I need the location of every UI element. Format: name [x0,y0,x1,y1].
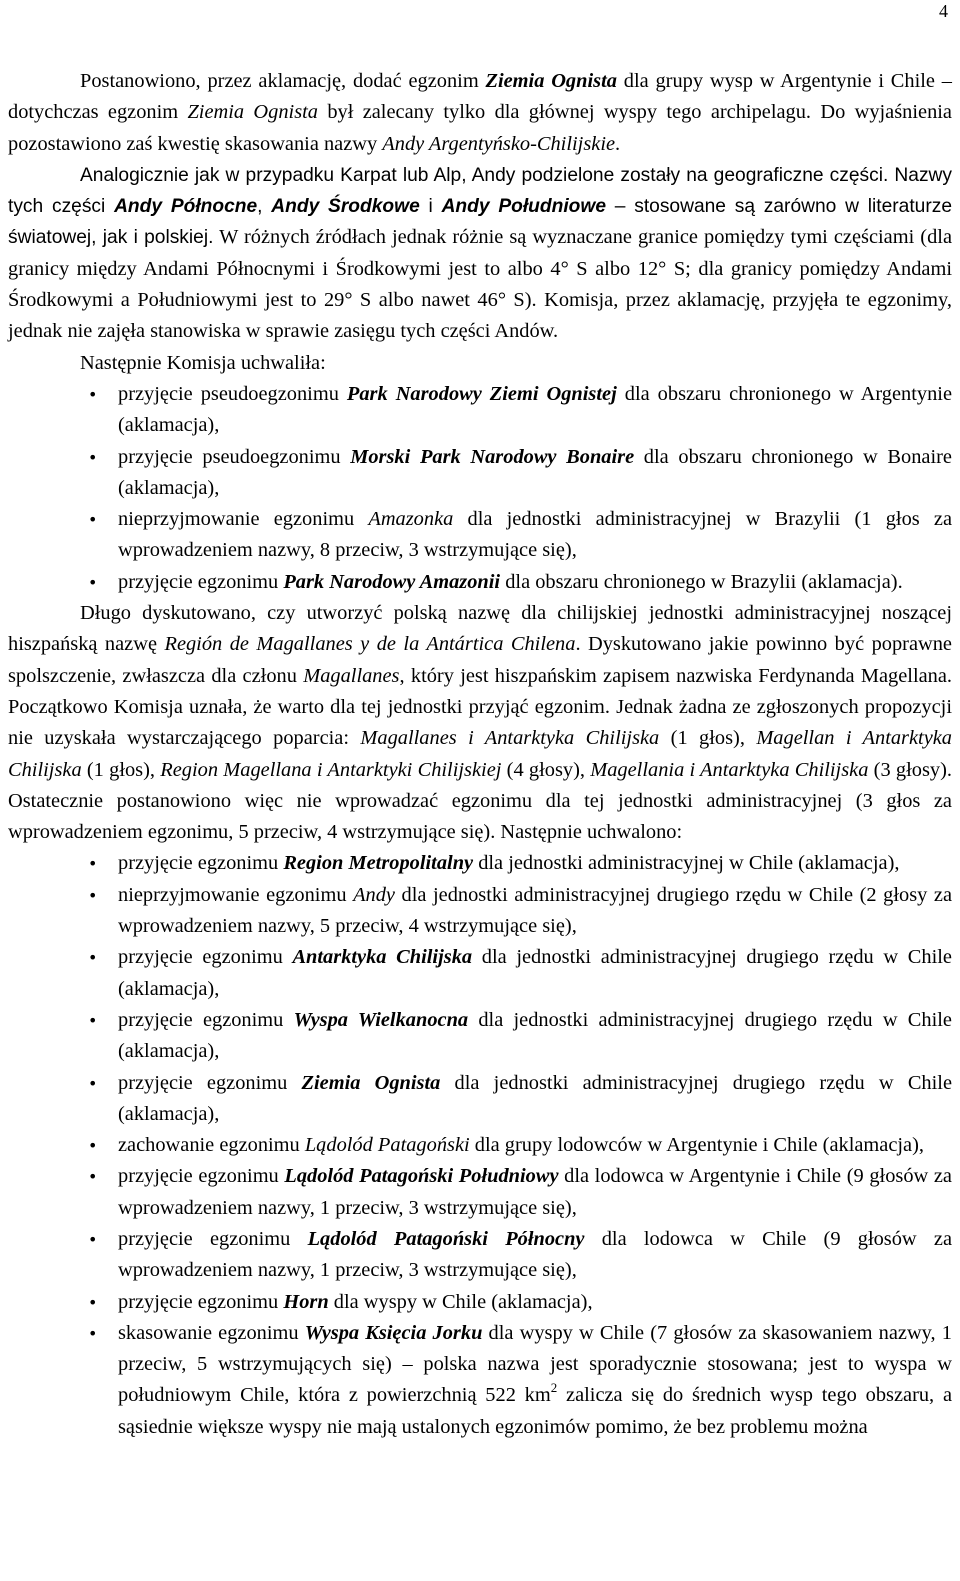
exonym-italic: Ziemia Ognista [187,101,318,124]
exonym-bold: Ziemia Ognista [301,1071,441,1094]
list-item [118,1318,952,1443]
exonym-bold: Ziemia Ognista [485,70,617,92]
text: dla wyspy w Chile (7 głosów za skasowaniem nazwy, 1 przeciw, 5 wstrzymujących się) – polska nazwa jest sporadycznie stosowana; jest to wyspa w południowym Chile, która z powierzchnią 522 km [118,1321,952,1407]
text: dla obszaru chronionego w Bonaire (aklamacja), [118,445,952,499]
text: dla jednostki administracyjnej drugiego rzędu w Chile (aklamacja), [118,1008,952,1063]
text: dla jednostki administracyjnej drugiego rzędu w Chile (aklamacja), [118,946,952,1000]
paragraph-andes [8,160,952,348]
exonym-italic: Región de Magallanes y de la Antártica Chilena [164,633,576,656]
exonym-italic: Amazonka [368,508,454,531]
exonym-bold: Wyspa Wielkanocna [293,1008,469,1031]
paragraph-tierra-del-fuego [8,66,952,160]
text: przyjęcie egzonimu [118,1008,294,1031]
text: dla grupy wysp w Argentynie i Chile – dotychczas egzonim [8,70,952,124]
text: , który jest hiszpańskim zapisem nazwiska Ferdynanda Magellana. Początkowo Komisja uznała, że warto dla tej jednostki przyjąć egzonim. Jednak żadna ze zgłoszonych propozycji nie uzyskała wystarczającego poparcia: [8,664,953,750]
text: przyjęcie egzonimu [118,1227,308,1250]
exonym-bold: Park Narodowy Amazonii [283,570,501,593]
text: – stosowane są zarówno w literaturze światowej, jak i polskiej. [8,196,952,249]
text: przyjęcie egzonimu [118,1290,284,1313]
exonym-italic: Magellan i Antarktyka Chilijska [8,727,952,781]
exonym-italic: Andy Argentyńsko-Chilijskie [382,132,616,155]
text: Długo dyskutowano, czy utworzyć polską nazwę dla chilijskiej jednostki administracyjnej noszącej hiszpańską nazwę [8,602,952,656]
text: dla jednostki administracyjnej w Chile (aklamacja), [473,852,900,875]
list-item [118,880,952,943]
exonym-bold: Park Narodowy Ziemi Ognistej [346,382,617,405]
exonym-italic: Magellania i Antarktyka Chilijska [590,758,869,781]
text: dla jednostki administracyjnej drugiego rzędu w Chile (aklamacja), [118,1071,952,1125]
paragraph-magallanes [8,598,952,848]
exonym-italic: Magallanes [303,664,400,687]
text: dla obszaru chronionego w Brazylii (aklamacja). [500,570,903,593]
list-item [118,1161,952,1224]
list-item [118,1287,952,1318]
exonym-italic: Andy [353,883,395,906]
text: W różnych źródłach jednak różnie są wyznaczane granice pomiędzy tymi częściami (dla granicy między Andami Północnymi i Środkowymi jest to albo 4° S albo 12° S; dla granicy pomiędzy Andami Środkowymi a Południowymi jest to 29° S albo nawet 46° S). Komisja, przez aklamację, przyjęła te egzonimy, jednak nie zajęła stanowiska w sprawie zasięgu tych części Andów. [8,226,952,343]
list-item [118,504,952,567]
list-item [118,1005,952,1068]
text: nieprzyjmowanie egzonimu [118,883,354,906]
exonym-italic: Magallanes i Antarktyka Chilijska [360,727,660,750]
text: , [257,196,272,218]
resolution-list-2 [8,848,952,1443]
text: . Dyskutowano jakie powinno być poprawne spolszczenie, zwłaszcza dla członu [8,633,952,687]
text: przyjęcie egzonimu [118,852,284,875]
list-item [118,1130,952,1161]
text: dla jednostki administracyjnej drugiego rzędu w Chile (2 głosy za wprowadzeniem nazwy, 5 przeciw, 4 wstrzymujące się), [118,883,952,938]
exonym-bold: Lądolód Patagoński Północny [307,1227,585,1250]
text: Postanowiono, przez aklamację, dodać egzonim [80,70,486,92]
text: (1 głos), [659,727,757,750]
list-item [118,379,952,442]
page-number: 4 [939,1,948,21]
text: przyjęcie pseudoegzonimu [118,382,347,405]
text: przyjęcie egzonimu [118,946,293,969]
text: dla obszaru chronionego w Argentynie (aklamacja), [118,382,952,437]
exonym-bold: Morski Park Narodowy Bonaire [350,445,635,468]
text: zachowanie egzonimu [118,1134,305,1157]
resolution-list-1 [8,379,952,598]
list-item [118,1068,952,1131]
text: dla wyspy w Chile (aklamacja), [328,1290,593,1313]
text: zalicza się do średnich wysp tego obszaru, a sąsiednie większe wyspy nie mają ustalonych egzonimów pomimo, że bez problemu można [118,1384,952,1438]
text: dla grupy lodowców w Argentynie i Chile (aklamacja), [469,1134,924,1157]
exonym-bold: Andy Środkowe [271,196,420,218]
text: (3 głosy). Ostatecznie postanowiono więc nie wprowadzać egzonimu dla tej jednostki administracyjnej (3 głos za wprowadzeniem egzonimu, 5 przeciw, 4 wstrzymujące się). Następnie uchwalono: [8,758,952,844]
text: przyjęcie egzonimu [118,1071,302,1094]
exonym-italic: Lądolód Patagoński [304,1134,470,1157]
list-intro: Następnie Komisja uchwaliła: [80,351,326,374]
list-item [118,442,952,505]
text: (4 głosy), [501,758,591,781]
exonym-bold: Region Metropolitalny [283,852,474,875]
text: był zalecany tylko dla głównej wyspy tego archipelagu. Do wyjaśnienia pozostawiono zaś kwestię skasowania nazwy [8,101,952,155]
text: skasowanie egzonimu [118,1321,305,1344]
exonym-bold: Andy Północne [114,196,258,218]
exonym-bold: Antarktyka Chilijska [292,946,473,969]
text: (1 głos), [81,758,161,781]
text: dla jednostki administracyjnej w Brazylii (1 głos za wprowadzeniem nazwy, 8 przeciw, 3 wstrzymujące się), [118,508,952,562]
list-item [118,567,952,598]
text: nieprzyjmowanie egzonimu [118,508,369,531]
superscript: 2 [550,1380,558,1396]
exonym-bold: Andy Południowe [441,196,606,218]
text: przyjęcie egzonimu [118,1165,285,1188]
text: i [419,196,442,218]
exonym-bold: Horn [283,1290,329,1313]
list-item [118,1224,952,1287]
text: Analogicznie jak w przypadku Karpat lub Alp, Andy podzielone zostały na geograficzne części. Nazwy tych części [8,164,952,218]
exonym-bold: Lądolód Patagoński Południowy [284,1165,559,1188]
text: . [615,132,621,155]
text: przyjęcie egzonimu [118,570,284,593]
text: przyjęcie pseudoegzonimu [118,445,351,468]
text: dla lodowca w Chile (9 głosów za wprowadzeniem nazwy, 1 przeciw, 3 wstrzymujące się), [118,1227,952,1282]
exonym-italic: Region Magellana i Antarktyki Chilijskiej [160,758,502,781]
exonym-bold: Wyspa Księcia Jorku [304,1321,483,1344]
text: dla lodowca w Argentynie i Chile (9 głosów za wprowadzeniem nazwy, 1 przeciw, 3 wstrzymujące się), [118,1165,952,1219]
list-item [118,848,952,879]
list-item [118,942,952,1005]
